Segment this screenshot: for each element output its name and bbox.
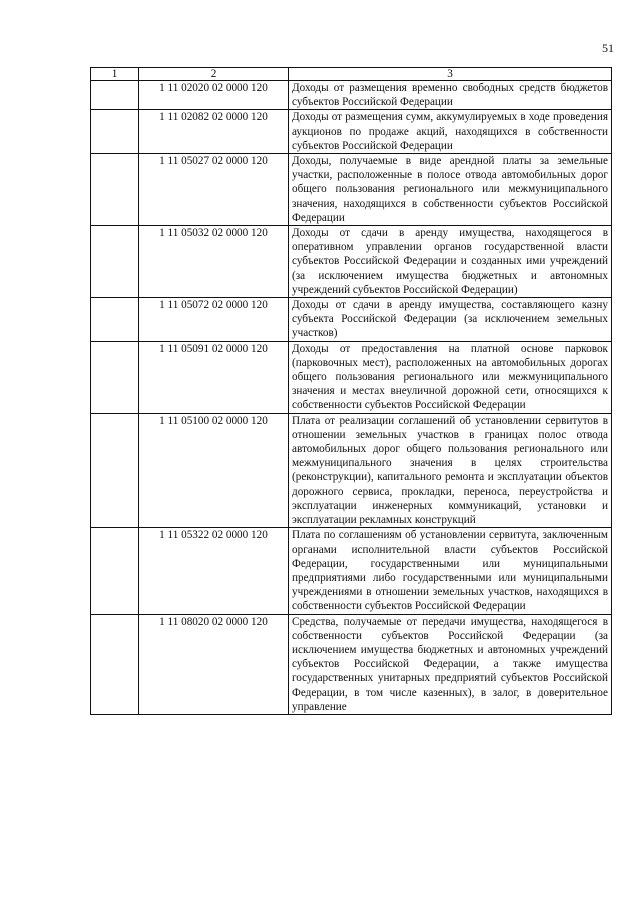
table-row — [91, 413, 612, 528]
table-row — [91, 298, 612, 342]
row-col1-cell — [91, 110, 139, 154]
table-row — [91, 81, 612, 110]
header-col-2: 2 — [139, 68, 289, 81]
row-code-cell: 1 11 08020 02 0000 120 — [139, 614, 289, 714]
row-description-cell: Доходы от сдачи в аренду имущества, находящегося в оперативном управлении органов государственной власти субъектов Российской Федерации и созданных ими учреждений (за исключением имущества бюджетных и автономных учреждений субъектов Российской Федерации) — [289, 226, 612, 298]
row-code-cell: 1 11 05072 02 0000 120 — [139, 298, 289, 342]
table-row — [91, 528, 612, 614]
table-header-row — [91, 68, 612, 81]
table-row — [91, 226, 612, 298]
table-row — [91, 154, 612, 226]
row-col1-cell — [91, 413, 139, 528]
row-code-cell: 1 11 05100 02 0000 120 — [139, 413, 289, 528]
row-description-cell: Плата от реализации соглашений об установлении сервитутов в отношении земельных участков в границах полос отвода автомобильных дорог общего пользования регионального или межмуниципального значения в целях строительства (реконструкции), капитального ремонта и эксплуатации объектов дорожного сервиса, прокладки, переноса, переустройства и эксплуатации инженерных коммуникаций, установки и эксплуатации рекламных конструкций — [289, 413, 612, 528]
row-description-cell: Средства, получаемые от передачи имущества, находящегося в собственности субъектов Российской Федерации (за исключением имущества бюджетных и автономных учреждений субъектов Российской Федерации, а также имущества государственных унитарных предприятий субъектов Российской Федерации, в том числе казенных), в залог, в доверительное управление — [289, 614, 612, 714]
row-code-cell: 1 11 05032 02 0000 120 — [139, 226, 289, 298]
page-number: 51 — [602, 41, 614, 55]
row-description-cell: Плата по соглашениям об установлении сервитута, заключенным органами исполнительной власти субъектов Российской Федерации, государственными или муниципальными предприятиями либо государственными или муниципальными учреждениями в отношении земельных участков, находящихся в собственности субъектов Российской Федерации — [289, 528, 612, 614]
row-description-cell: Доходы от предоставления на платной основе парковок (парковочных мест), расположенных на автомобильных дорогах общего пользования регионального или межмуниципального значения и местах внеуличной дорожной сети, относящихся к собственности субъектов Российской Федерации — [289, 341, 612, 413]
row-description-cell: Доходы от размещения сумм, аккумулируемых в ходе проведения аукционов по продаже акций, находящихся в собственности субъектов Российской Федерации — [289, 110, 612, 154]
revenue-codes-table — [90, 67, 612, 715]
row-description-cell: Доходы, получаемые в виде арендной платы за земельные участки, расположенные в полосе отвода автомобильных дорог общего пользования регионального или межмуниципального значения, находящихся в собственности субъектов Российской Федерации — [289, 154, 612, 226]
row-col1-cell — [91, 528, 139, 614]
row-col1-cell — [91, 226, 139, 298]
row-description-cell: Доходы от сдачи в аренду имущества, составляющего казну субъекта Российской Федерации (за исключением земельных участков) — [289, 298, 612, 342]
row-col1-cell — [91, 154, 139, 226]
table-row — [91, 614, 612, 714]
row-description-cell: Доходы от размещения временно свободных средств бюджетов субъектов Российской Федерации — [289, 81, 612, 110]
row-col1-cell — [91, 298, 139, 342]
table-row — [91, 110, 612, 154]
header-col-1: 1 — [91, 68, 139, 81]
row-col1-cell — [91, 341, 139, 413]
table-row — [91, 341, 612, 413]
header-col-3: 3 — [289, 68, 612, 81]
row-code-cell: 1 11 02020 02 0000 120 — [139, 81, 289, 110]
row-code-cell: 1 11 05027 02 0000 120 — [139, 154, 289, 226]
row-code-cell: 1 11 05322 02 0000 120 — [139, 528, 289, 614]
row-code-cell: 1 11 02082 02 0000 120 — [139, 110, 289, 154]
row-code-cell: 1 11 05091 02 0000 120 — [139, 341, 289, 413]
row-col1-cell — [91, 614, 139, 714]
row-col1-cell — [91, 81, 139, 110]
